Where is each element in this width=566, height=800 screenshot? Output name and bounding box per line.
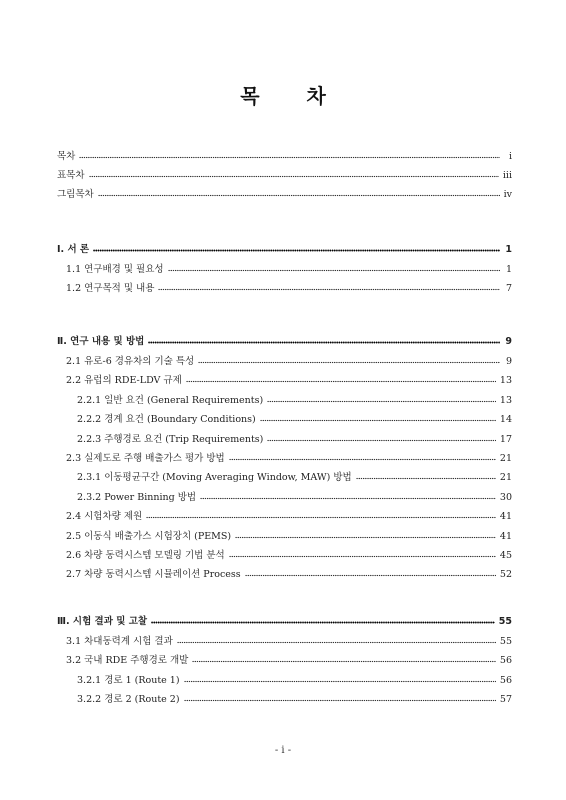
dot-leader xyxy=(151,621,495,624)
toc-entry-page: 56 xyxy=(499,655,512,667)
toc-entry-label: Ⅰ. 서 론 xyxy=(57,244,90,255)
dot-leader xyxy=(229,458,496,461)
toc-entry-page: 9 xyxy=(505,356,512,367)
toc-entry-label: 2.6 차량 동력시스템 모델링 기법 분석 xyxy=(66,550,225,561)
toc-entry[interactable] xyxy=(77,432,512,446)
toc-entry-label: 3.1 차대동력계 시험 결과 xyxy=(66,636,173,647)
toc-entry-label: 2.3 실제도로 주행 배출가스 평가 방법 xyxy=(66,453,225,464)
page-title: 목 차 xyxy=(240,84,346,108)
toc-entry[interactable] xyxy=(77,470,512,484)
dot-leader xyxy=(186,380,496,383)
toc-entry-page: 30 xyxy=(499,491,512,503)
toc-entry[interactable] xyxy=(66,548,512,562)
toc-entry-page: 13 xyxy=(499,375,512,387)
toc-entry-label: Ⅲ. 시험 결과 및 고찰 xyxy=(57,616,148,627)
dot-leader xyxy=(184,699,496,702)
toc-entry[interactable] xyxy=(77,490,512,504)
dot-leader xyxy=(79,156,500,159)
toc-entry-label: 표목차 xyxy=(57,170,85,181)
toc-entry[interactable] xyxy=(57,168,512,182)
dot-leader xyxy=(198,361,500,364)
toc-entry-label: 2.5 이동식 배출가스 시험장치 (PEMS) xyxy=(66,530,232,542)
toc-entry-label: 2.3.1 이동평균구간 (Moving Averaging Window, MAW) 방법 xyxy=(77,472,352,484)
toc-entry-page: 14 xyxy=(499,414,512,426)
toc-entry-label: 그림목차 xyxy=(57,189,94,200)
dot-leader xyxy=(192,660,496,663)
dot-leader xyxy=(146,516,496,519)
toc-entry-page: 52 xyxy=(499,569,512,581)
toc-entry[interactable] xyxy=(66,451,512,465)
toc-entry-label: 2.4 시험차량 제원 xyxy=(66,511,143,523)
toc-entry[interactable] xyxy=(66,509,512,523)
toc-entry[interactable] xyxy=(66,281,512,295)
toc-entry-page: 56 xyxy=(499,674,512,686)
toc-entry-page: 57 xyxy=(499,694,512,706)
dot-leader xyxy=(148,341,500,344)
dot-leader xyxy=(267,439,496,442)
toc-entry-label: 3.2 국내 RDE 주행경로 개발 xyxy=(66,655,189,667)
toc-entry-label: 목차 xyxy=(57,151,76,162)
toc-entry-page: iv xyxy=(503,189,512,200)
dot-leader xyxy=(158,288,500,291)
toc-entry-page: 45 xyxy=(499,550,512,561)
toc-entry-page: 1 xyxy=(505,244,512,255)
toc-entry-page: 7 xyxy=(505,283,512,295)
toc-entry-label: 2.7 차량 동력시스템 시뮬레이션 Process xyxy=(66,569,241,581)
toc-chapter[interactable] xyxy=(57,334,512,348)
toc-entry[interactable] xyxy=(57,149,512,163)
toc-entry-page: 1 xyxy=(505,264,512,275)
toc-entry[interactable] xyxy=(77,393,512,407)
toc-entry-page: 21 xyxy=(499,472,512,484)
page-number: - i - xyxy=(274,745,292,756)
toc-chapter[interactable] xyxy=(57,614,512,628)
toc-entry-label: 3.2.1 경로 1 (Route 1) xyxy=(77,674,180,686)
toc-entry-page: 41 xyxy=(499,511,512,523)
toc-entry[interactable] xyxy=(66,373,512,387)
toc-entry[interactable] xyxy=(57,187,512,201)
dot-leader xyxy=(177,641,496,644)
toc-entry[interactable] xyxy=(66,262,512,276)
toc-entry-page: 17 xyxy=(499,433,512,445)
toc-entry-label: 2.1 유로-6 경유차의 기술 특성 xyxy=(66,356,195,367)
toc-entry[interactable] xyxy=(77,692,512,706)
dot-leader xyxy=(93,249,500,252)
toc-chapter[interactable] xyxy=(57,242,512,256)
toc-entry-page: 41 xyxy=(499,530,512,542)
toc-entry[interactable] xyxy=(77,673,512,687)
dot-leader xyxy=(200,497,496,500)
toc-entry-label: 3.2.2 경로 2 (Route 2) xyxy=(77,694,180,706)
toc-entry-label: 2.2.1 일반 요건 (General Requirements) xyxy=(77,394,264,406)
toc-entry-page: 55 xyxy=(499,636,512,647)
toc-entry[interactable] xyxy=(66,529,512,543)
toc-entry-page: 55 xyxy=(498,616,512,627)
toc-entry-label: 2.2.3 주행경로 요건 (Trip Requirements) xyxy=(77,433,264,445)
toc-entry-page: iii xyxy=(502,170,512,181)
dot-leader xyxy=(245,574,496,577)
dot-leader xyxy=(168,269,500,272)
dot-leader xyxy=(184,680,496,683)
dot-leader xyxy=(356,477,496,480)
dot-leader xyxy=(267,400,496,403)
dot-leader xyxy=(98,194,500,197)
toc-entry-label: 2.2 유럽의 RDE-LDV 규제 xyxy=(66,375,182,387)
toc-entry-label: 1.1 연구배경 및 필요성 xyxy=(66,264,164,275)
toc-entry-label: 2.2.2 경계 요건 (Boundary Conditions) xyxy=(77,414,256,426)
dot-leader xyxy=(235,536,496,539)
toc-entry-page: 13 xyxy=(499,394,512,406)
toc-entry[interactable] xyxy=(66,653,512,667)
toc-entry-page: i xyxy=(508,151,512,162)
dot-leader xyxy=(229,555,496,558)
toc-entry-label: Ⅱ. 연구 내용 및 방법 xyxy=(57,336,145,347)
toc-entry-page: 21 xyxy=(499,453,512,464)
toc-entry[interactable] xyxy=(66,354,512,368)
dot-leader xyxy=(260,419,496,422)
toc-entry-page: 9 xyxy=(505,336,512,347)
dot-leader xyxy=(89,175,499,178)
toc-entry[interactable] xyxy=(77,412,512,426)
toc-entry-label: 1.2 연구목적 및 내용 xyxy=(66,283,155,295)
toc-entry-label: 2.3.2 Power Binning 방법 xyxy=(77,491,197,503)
toc-entry[interactable] xyxy=(66,567,512,581)
toc-entry[interactable] xyxy=(66,634,512,648)
